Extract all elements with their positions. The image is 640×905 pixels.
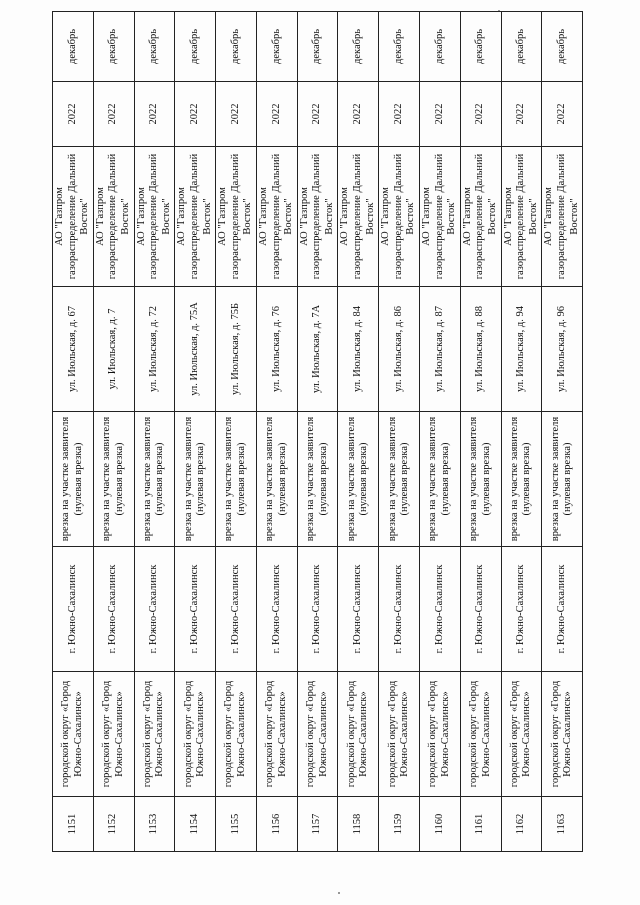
table-row [420, 12, 461, 852]
year-cell: 2022 [216, 82, 257, 147]
work-type-cell: врезка на участке заявителя (нулевая врезка) [216, 412, 257, 547]
city-cell: г. Южно-Сахалинск [297, 547, 338, 672]
municipal-district-cell: городской округ «Город Южно-Сахалинск» [420, 672, 461, 797]
municipal-district-cell: городской округ «Город Южно-Сахалинск» [501, 672, 542, 797]
row-number-cell: 1156 [256, 797, 297, 852]
municipal-district-cell: городской округ «Город Южно-Сахалинск» [53, 672, 94, 797]
organization-cell: АО "Газпром газораспределение Дальний Восток" [134, 147, 175, 287]
year-cell: 2022 [542, 82, 583, 147]
work-type-cell: врезка на участке заявителя (нулевая врезка) [175, 412, 216, 547]
work-type-cell: врезка на участке заявителя (нулевая врезка) [542, 412, 583, 547]
row-number-cell: 1153 [134, 797, 175, 852]
work-type-cell: врезка на участке заявителя (нулевая врезка) [93, 412, 134, 547]
row-number-cell: 1159 [379, 797, 420, 852]
city-cell: г. Южно-Сахалинск [542, 547, 583, 672]
month-cell: декабрь [460, 12, 501, 82]
year-cell: 2022 [93, 82, 134, 147]
municipal-district-cell: городской округ «Город Южно-Сахалинск» [175, 672, 216, 797]
year-cell: 2022 [338, 82, 379, 147]
table-row [297, 12, 338, 852]
table-row [501, 12, 542, 852]
address-cell: ул. Июльская, д. 94 [501, 287, 542, 412]
month-cell: декабрь [501, 12, 542, 82]
gas-connection-table [52, 11, 583, 852]
municipal-district-cell: городской округ «Город Южно-Сахалинск» [542, 672, 583, 797]
municipal-district-cell: городской округ «Город Южно-Сахалинск» [216, 672, 257, 797]
municipal-district-cell: городской округ «Город Южно-Сахалинск» [460, 672, 501, 797]
city-cell: г. Южно-Сахалинск [379, 547, 420, 672]
address-cell: ул. Июльская, д. 72 [134, 287, 175, 412]
organization-cell: АО "Газпром газораспределение Дальний Восток" [460, 147, 501, 287]
municipal-district-cell: городской округ «Город Южно-Сахалинск» [297, 672, 338, 797]
table-row [216, 12, 257, 852]
address-cell: ул. Июльская, д. 67 [53, 287, 94, 412]
organization-cell: АО "Газпром газораспределение Дальний Восток" [297, 147, 338, 287]
row-number-cell: 1162 [501, 797, 542, 852]
row-number-cell: 1163 [542, 797, 583, 852]
table-row [338, 12, 379, 852]
month-cell: декабрь [297, 12, 338, 82]
organization-cell: АО "Газпром газораспределение Дальний Восток" [216, 147, 257, 287]
address-cell: ул. Июльская, д. 7 [93, 287, 134, 412]
row-number-cell: 1154 [175, 797, 216, 852]
work-type-cell: врезка на участке заявителя (нулевая врезка) [134, 412, 175, 547]
organization-cell: АО "Газпром газораспределение Дальний Восток" [256, 147, 297, 287]
row-number-cell: 1151 [53, 797, 94, 852]
row-number-cell: 1152 [93, 797, 134, 852]
month-cell: декабрь [93, 12, 134, 82]
organization-cell: АО "Газпром газораспределение Дальний Восток" [338, 147, 379, 287]
address-cell: ул. Июльская, д. 75А [175, 287, 216, 412]
organization-cell: АО "Газпром газораспределение Дальний Восток" [501, 147, 542, 287]
address-cell: ул. Июльская, д. 7А [297, 287, 338, 412]
row-number-cell: 1158 [338, 797, 379, 852]
municipal-district-cell: городской округ «Город Южно-Сахалинск» [134, 672, 175, 797]
rotated-table-container [52, 12, 580, 852]
year-cell: 2022 [501, 82, 542, 147]
city-cell: г. Южно-Сахалинск [93, 547, 134, 672]
scan-speck [338, 892, 340, 894]
organization-cell: АО "Газпром газораспределение Дальний Восток" [542, 147, 583, 287]
address-cell: ул. Июльская, д. 96 [542, 287, 583, 412]
city-cell: г. Южно-Сахалинск [216, 547, 257, 672]
organization-cell: АО "Газпром газораспределение Дальний Восток" [420, 147, 461, 287]
municipal-district-cell: городской округ «Город Южно-Сахалинск» [93, 672, 134, 797]
table-body [53, 12, 583, 852]
year-cell: 2022 [53, 82, 94, 147]
address-cell: ул. Июльская, д. 84 [338, 287, 379, 412]
city-cell: г. Южно-Сахалинск [501, 547, 542, 672]
city-cell: г. Южно-Сахалинск [134, 547, 175, 672]
month-cell: декабрь [53, 12, 94, 82]
month-cell: декабрь [134, 12, 175, 82]
row-number-cell: 1160 [420, 797, 461, 852]
year-cell: 2022 [379, 82, 420, 147]
address-cell: ул. Июльская, д. 75Б [216, 287, 257, 412]
address-cell: ул. Июльская, д. 86 [379, 287, 420, 412]
municipal-district-cell: городской округ «Город Южно-Сахалинск» [256, 672, 297, 797]
month-cell: декабрь [420, 12, 461, 82]
table-row [460, 12, 501, 852]
organization-cell: АО "Газпром газораспределение Дальний Восток" [93, 147, 134, 287]
city-cell: г. Южно-Сахалинск [338, 547, 379, 672]
city-cell: г. Южно-Сахалинск [53, 547, 94, 672]
address-cell: ул. Июльская, д. 88 [460, 287, 501, 412]
table-row [175, 12, 216, 852]
row-number-cell: 1155 [216, 797, 257, 852]
month-cell: декабрь [256, 12, 297, 82]
municipal-district-cell: городской округ «Город Южно-Сахалинск» [338, 672, 379, 797]
city-cell: г. Южно-Сахалинск [256, 547, 297, 672]
work-type-cell: врезка на участке заявителя (нулевая врезка) [297, 412, 338, 547]
organization-cell: АО "Газпром газораспределение Дальний Восток" [379, 147, 420, 287]
work-type-cell: врезка на участке заявителя (нулевая врезка) [501, 412, 542, 547]
organization-cell: АО "Газпром газораспределение Дальний Восток" [175, 147, 216, 287]
month-cell: декабрь [216, 12, 257, 82]
month-cell: декабрь [338, 12, 379, 82]
month-cell: декабрь [175, 12, 216, 82]
work-type-cell: врезка на участке заявителя (нулевая врезка) [460, 412, 501, 547]
work-type-cell: врезка на участке заявителя (нулевая врезка) [53, 412, 94, 547]
year-cell: 2022 [134, 82, 175, 147]
city-cell: г. Южно-Сахалинск [460, 547, 501, 672]
organization-cell: АО "Газпром газораспределение Дальний Восток" [53, 147, 94, 287]
table-row [256, 12, 297, 852]
year-cell: 2022 [297, 82, 338, 147]
table-row [542, 12, 583, 852]
month-cell: декабрь [542, 12, 583, 82]
table-row [134, 12, 175, 852]
year-cell: 2022 [256, 82, 297, 147]
work-type-cell: врезка на участке заявителя (нулевая врезка) [338, 412, 379, 547]
work-type-cell: врезка на участке заявителя (нулевая врезка) [379, 412, 420, 547]
table-row [379, 12, 420, 852]
year-cell: 2022 [420, 82, 461, 147]
work-type-cell: врезка на участке заявителя (нулевая врезка) [420, 412, 461, 547]
work-type-cell: врезка на участке заявителя (нулевая врезка) [256, 412, 297, 547]
month-cell: декабрь [379, 12, 420, 82]
city-cell: г. Южно-Сахалинск [175, 547, 216, 672]
address-cell: ул. Июльская, д. 76 [256, 287, 297, 412]
row-number-cell: 1157 [297, 797, 338, 852]
address-cell: ул. Июльская, д. 87 [420, 287, 461, 412]
municipal-district-cell: городской округ «Город Южно-Сахалинск» [379, 672, 420, 797]
year-cell: 2022 [175, 82, 216, 147]
row-number-cell: 1161 [460, 797, 501, 852]
year-cell: 2022 [460, 82, 501, 147]
table-row [93, 12, 134, 852]
table-row [53, 12, 94, 852]
city-cell: г. Южно-Сахалинск [420, 547, 461, 672]
